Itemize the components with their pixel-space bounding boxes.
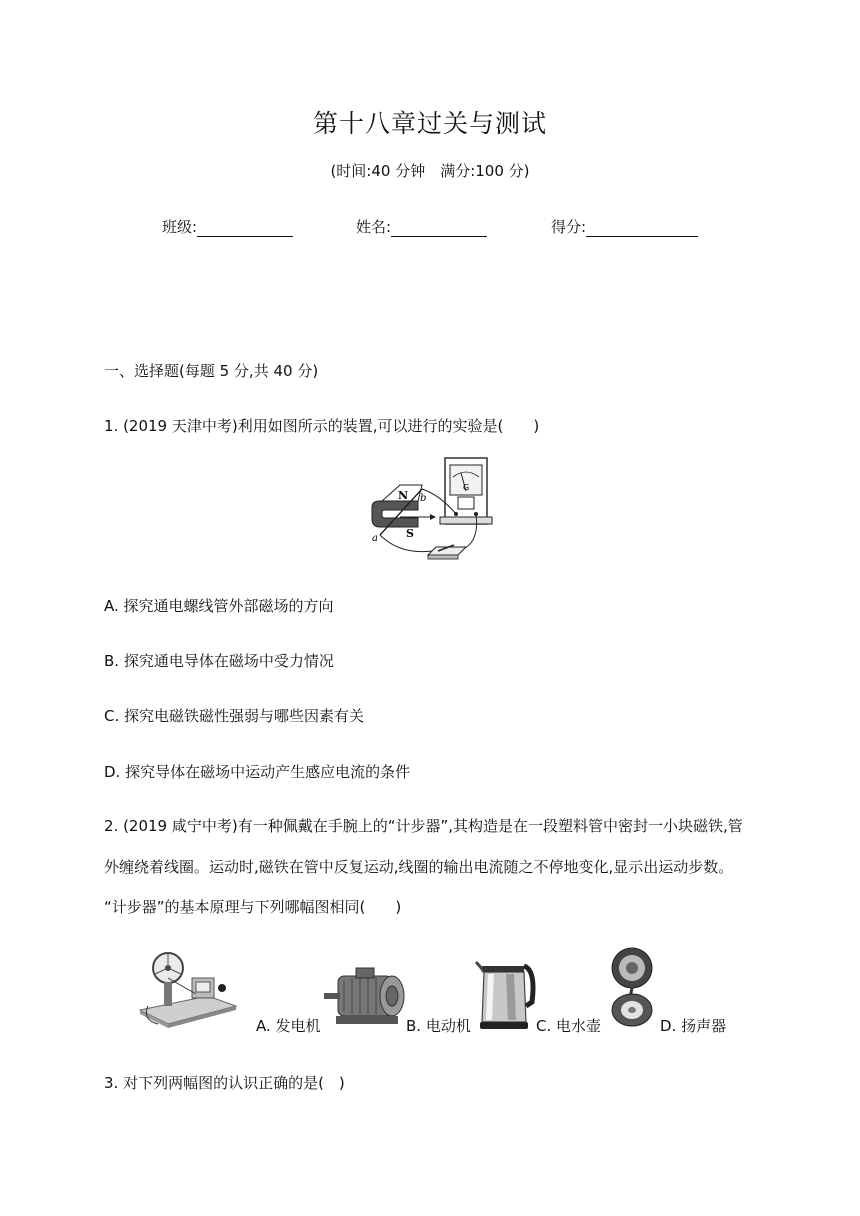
- electromagnetic-induction-figure: [360, 455, 500, 570]
- choice-a-label[interactable]: A. 发电机: [256, 1017, 321, 1035]
- point-b-label: b: [420, 493, 427, 504]
- choice-d-label[interactable]: D. 扬声器: [660, 1017, 727, 1035]
- question-1-option-d[interactable]: D. 探究导体在磁场中运动产生感应电流的条件: [104, 763, 411, 781]
- question-2-stem-line-1: 2. (2019 咸宁中考)有一种佩戴在手腕上的“计步器”,其构造是在一段塑料管中密封一小块磁铁,管: [104, 817, 743, 835]
- magnet-n-label: N: [398, 489, 409, 502]
- score-label: 得分:: [551, 218, 587, 236]
- name-blank[interactable]: [391, 220, 487, 237]
- score-blank[interactable]: [586, 220, 698, 237]
- motor-icon: [322, 966, 408, 1028]
- question-3-stem: 3. 对下列两幅图的认识正确的是( ): [104, 1074, 345, 1092]
- galvanometer-g-label: G: [463, 483, 470, 492]
- exam-time-score: (时间:40 分钟 满分:100 分): [330, 162, 530, 180]
- choice-b-label[interactable]: B. 电动机: [406, 1017, 471, 1035]
- section-heading: 一、选择题(每题 5 分,共 40 分): [104, 362, 319, 380]
- question-1-option-c[interactable]: C. 探究电磁铁磁性强弱与哪些因素有关: [104, 707, 365, 725]
- name-field: [356, 216, 487, 237]
- question-2-stem-line-3: “计步器”的基本原理与下列哪幅图相同( ): [104, 898, 402, 916]
- question-1-option-a[interactable]: A. 探究通电螺线管外部磁场的方向: [104, 597, 334, 615]
- class-blank[interactable]: [197, 220, 293, 237]
- class-field: [162, 216, 293, 237]
- magnet-s-label: S: [406, 527, 414, 540]
- page-title: 第十八章过关与测试: [312, 109, 547, 138]
- class-label: 班级:: [162, 218, 198, 236]
- choice-c-label[interactable]: C. 电水壶: [536, 1017, 602, 1035]
- speaker-icon: [608, 946, 660, 1028]
- generator-icon: [136, 948, 240, 1028]
- point-a-label: a: [372, 533, 378, 544]
- question-2-stem-line-2: 外缠绕着线圈。运动时,磁铁在管中反复运动,线圈的输出电流随之不停地变化,显示出运动步数。: [104, 858, 734, 876]
- name-label: 姓名:: [356, 218, 392, 236]
- question-1-option-b[interactable]: B. 探究通电导体在磁场中受力情况: [104, 652, 334, 670]
- question-1-stem: 1. (2019 天津中考)利用如图所示的装置,可以进行的实验是( ): [104, 417, 540, 435]
- kettle-icon: [474, 952, 538, 1030]
- score-field: [551, 216, 698, 237]
